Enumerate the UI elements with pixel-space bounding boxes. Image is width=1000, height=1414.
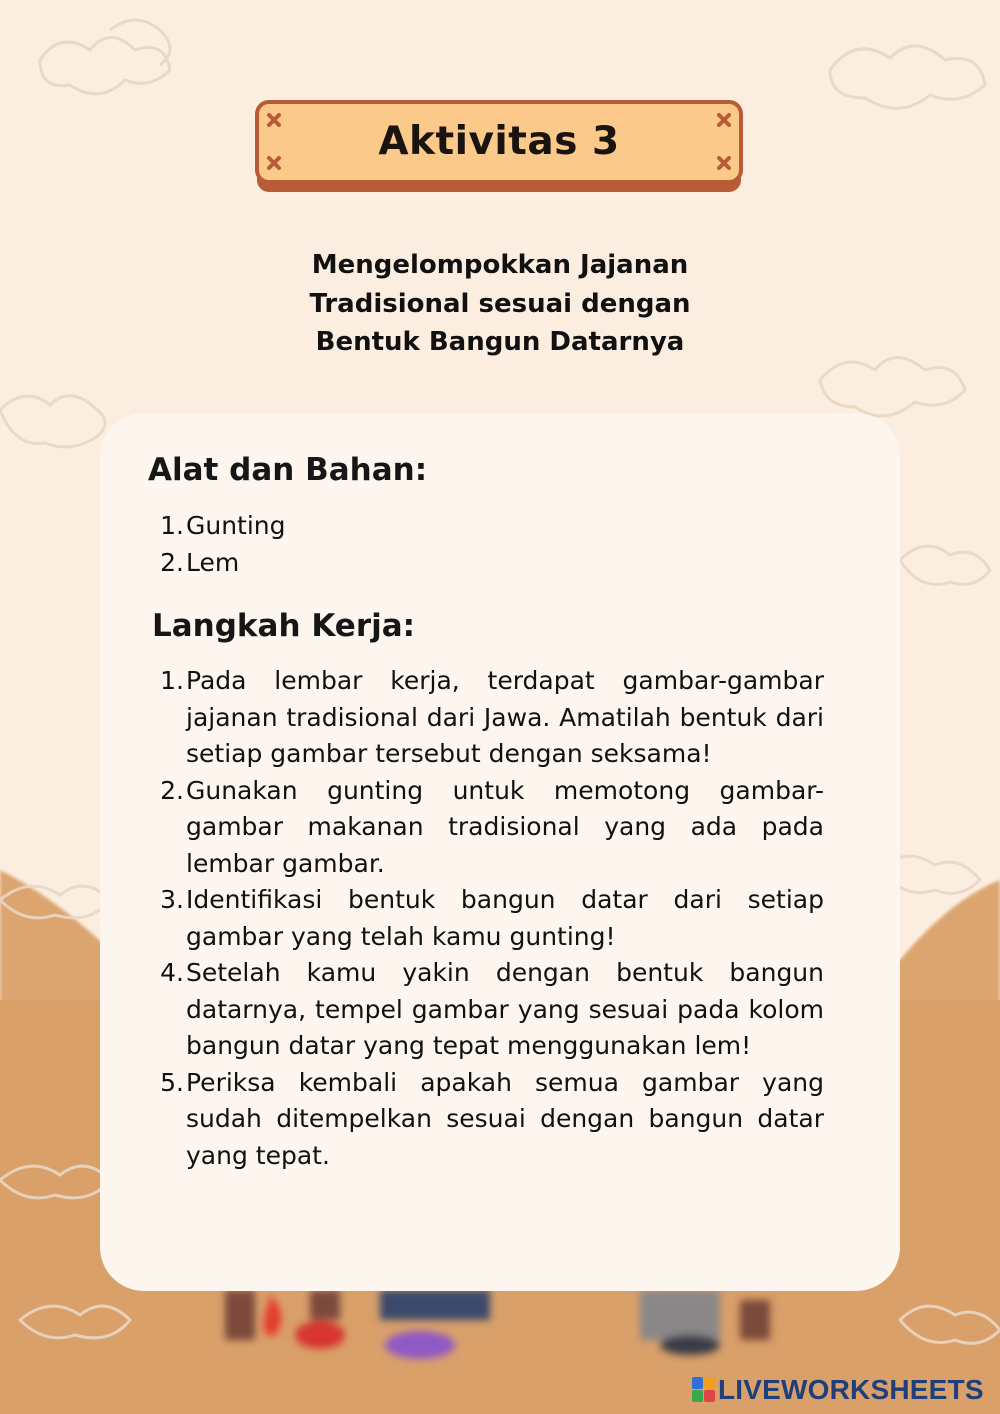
brand-name: LIVEWORKSHEETS (718, 1374, 984, 1405)
list-item (150, 545, 830, 582)
subtitle-line: Bentuk Bangun Datarnya (315, 327, 685, 357)
list-item-text: Gunting (186, 511, 286, 540)
list-item-number: 3. (160, 885, 184, 914)
list-item (150, 882, 824, 955)
list-item (150, 1065, 824, 1175)
list-item (150, 955, 824, 1065)
materials-list (150, 508, 830, 581)
steps-list (150, 663, 824, 1174)
list-item-number: 2. (160, 775, 184, 805)
list-item-number: 5. (160, 1067, 184, 1097)
list-item-text: Gunakan gunting untuk memotong gambar-gambar makanan tradisional yang ada pada lembar gambar. (186, 775, 824, 878)
materials-heading: Alat dan Bahan: (148, 452, 428, 488)
list-item-text: Setelah kamu yakin dengan bentuk bangun datarnya, tempel gambar yang sesuai pada kolom bangun datar yang tepat menggunakan lem! (186, 958, 824, 1060)
subtitle-line: Mengelompokkan Jajanan (311, 250, 689, 280)
page-title: Aktivitas 3 (378, 119, 620, 164)
list-item (150, 508, 830, 545)
subtitle-line: Tradisional sesuai dengan (309, 288, 691, 319)
activity-subtitle (200, 246, 800, 362)
list-item-text: Periksa kembali apakah semua gambar yang sudah ditempelkan sesuai dengan bangun datar yang tepat. (186, 1067, 824, 1170)
list-item-text: Pada lembar kerja, terdapat gambar-gambar jajanan tradisional dari Jawa. Amatilah bentuk dari setiap gambar tersebut dengan seksama! (186, 666, 824, 768)
list-item-number: 1. (160, 666, 184, 695)
list-item (150, 663, 824, 773)
list-item-text: Lem (186, 547, 240, 577)
list-item (150, 773, 824, 883)
liveworksheets-logo-icon (692, 1377, 716, 1403)
list-item-number: 1. (160, 511, 184, 540)
list-item-number: 4. (160, 958, 184, 987)
list-item-number: 2. (160, 547, 184, 577)
steps-heading: Langkah Kerja: (152, 608, 416, 644)
list-item-text: Identifikasi bentuk bangun datar dari setiap gambar yang telah kamu gunting! (186, 885, 824, 951)
liveworksheets-brand[interactable] (692, 1376, 984, 1404)
